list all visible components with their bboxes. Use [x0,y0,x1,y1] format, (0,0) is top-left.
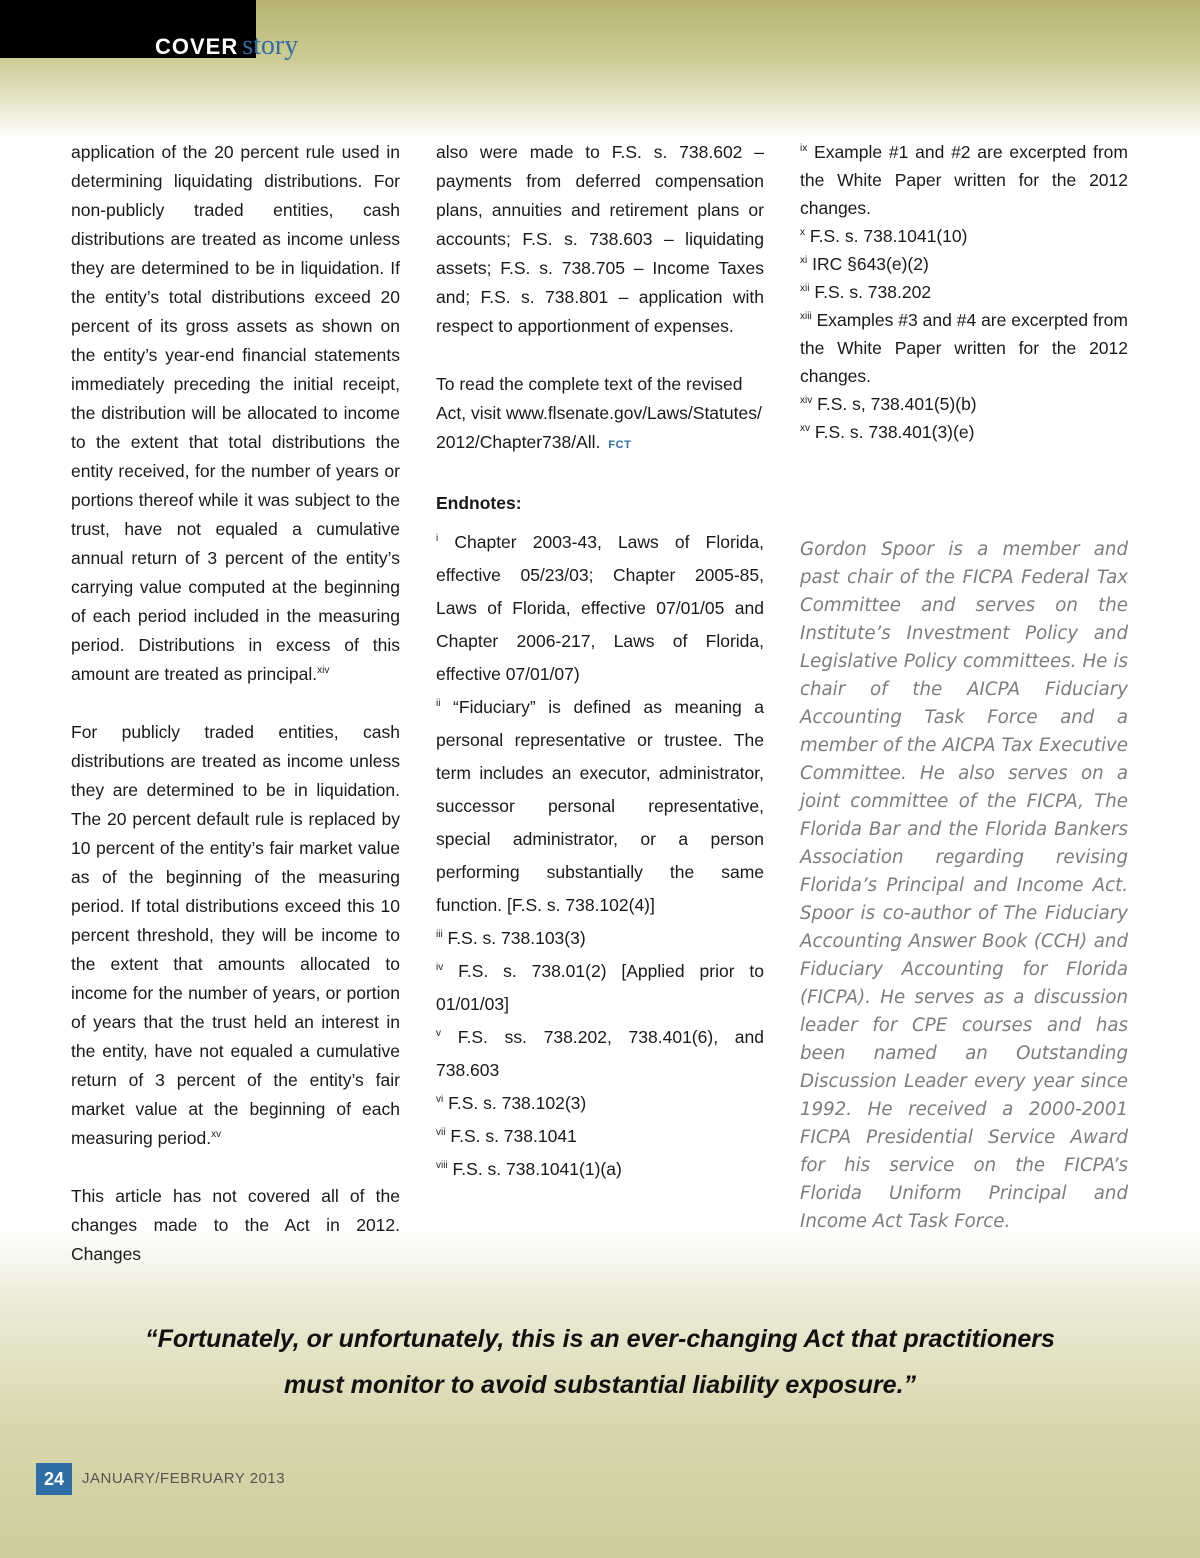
endnote-item [436,1021,764,1087]
endnote-item [800,138,1128,222]
section-label-cover: COVER [155,34,239,59]
section-label-story: story [242,30,299,61]
article-paragraph [71,138,400,689]
endnote-item [436,955,764,1021]
endnote-number: xv [800,423,810,435]
endnote-number: v [436,1028,441,1040]
endnote-item [800,418,1128,446]
endnote-number: xii [800,283,810,295]
endnote-text: F.S. s. 738.102(3) [448,1093,587,1113]
issue-date: JANUARY/FEBRUARY 2013 [82,1470,286,1487]
endnote-text: Examples #3 and #4 are excerpted from the White Paper written for the 2012 changes. [800,310,1128,386]
endnote-number: i [436,533,439,545]
author-bio [800,536,1128,1236]
end-mark-fct: FCT [608,439,632,451]
endnote-text: “Fiduciary” is defined as meaning a personal representative or trustee. The term includes an executor, administrator, successor personal representative, special administrator, or a person performing substantially the same function. [F.S. s. 738.102(4)] [436,697,764,915]
endnotes-heading: Endnotes: [436,493,522,513]
pull-quote-line-1: “Fortunately, or unfortunately, this is an ever-changing Act that practitioners [145,1325,1055,1353]
endnote-number: vii [436,1127,446,1139]
paragraph-text: For publicly traded entities, cash distributions are treated as income unless they are determined to be in liquidation. The 20 percent default rule is replaced by 10 percent of the entity’s fair market value as of the beginning of the measuring period. If total distributions exceed this 10 percent threshold, they will be income to the extent that amounts allocated to income for the number of years, or portion of years that the trust held an interest in the entity, have not equaled a cumulative return of 3 percent of the entity’s fair market value at the beginning of each measuring period. [71,722,400,1148]
article-paragraph: This article has not covered all of the changes made to the Act in 2012. Changes [71,1186,400,1264]
endnote-text: F.S. s. 738.1041(1)(a) [452,1159,622,1179]
author-bio-text: Gordon Spoor is a member and past chair of the FICPA Federal Tax Committee and serves on the Institute’s Investment Policy and Legislative Policy committees. He is chair of the AICPA Fiduciary Accounting Task Force and a member of the AICPA Tax Executive Committee. He also serves on a joint committee of the FICPA, The Florida Bar and the Florida Bankers Association regarding revising Florida’s Principal and Income Act. Spoor is co-author of The Fiduciary Accounting Answer Book (CCH) and Fiduciary Accounting for Florida (FICPA). He serves as a discussion leader for CPE courses and has been named an Outstanding Discussion Leader every year since 1992. He received a 2000-2001 FICPA Presidential Service Award for his service on the FICPA’s Florida Uniform Principal and Income Act Task Force. [800,539,1128,1232]
article-paragraph: also were made to F.S. s. 738.602 – payments from deferred compensation plans, annuities and retirement plans or accounts; F.S. s. 738.603 – liquidating assets; F.S. s. 738.705 – Income Taxes and; F.S. s. 738.801 – application with respect to apportionment of expenses. [436,142,764,336]
article-paragraph [436,370,764,460]
paragraph-text: application of the 20 percent rule used in determining liquidating distributions. For non-publicly traded entities, cash distributions are treated as income unless they are determined to be in liquidation. If the entity’s total distributions exceed 20 percent of its gross assets as shown on the entity’s year-end financial statements immediately preceding the initial receipt, the distribution will be allocated to income to the extent that total distributions the entity received, for the number of years or portions thereof while it was subject to the trust, have not equaled a cumulative annual return of 3 percent of the entity’s carrying value computed at the beginning of each period included in the measuring period. Distributions in excess of this amount are treated as principal. [71,142,400,684]
endnote-number: vi [436,1094,444,1106]
endnote-item [436,1153,764,1186]
endnote-item [800,278,1128,306]
endnote-number: ix [800,143,808,155]
pull-quote [60,1316,1140,1408]
endnote-text: F.S. s. 738.1041 [450,1126,577,1146]
endnote-text: F.S. s. 738.401(3)(e) [814,422,975,442]
page-number-badge: 24 [36,1463,72,1495]
endnote-number: iv [436,962,444,974]
endnote-text: F.S. s. 738.103(3) [447,928,586,948]
endnote-item [436,526,764,691]
endnote-number: xiii [800,311,812,323]
endnote-number: ii [436,698,441,710]
article-column-2 [436,138,764,1186]
endnote-number: xiv [800,395,813,407]
paragraph-text: To read the complete text of the revised Act, visit www.flsenate.gov/Laws/Statutes/ 2012/Chapter738/All. [436,374,762,452]
endnote-ref: xv [211,1129,222,1141]
endnote-item [800,222,1128,250]
endnote-item [800,306,1128,390]
article-paragraph [71,718,400,1153]
endnote-ref: xiv [317,665,330,677]
endnote-item [436,691,764,922]
article-column-1 [71,138,400,1269]
endnote-number: xi [800,255,808,267]
endnote-item [436,922,764,955]
endnote-item [800,250,1128,278]
section-header [155,30,298,64]
endnote-number: viii [436,1160,448,1172]
article-column-3 [800,138,1128,446]
endnote-text: Example #1 and #2 are excerpted from the White Paper written for the 2012 changes. [800,142,1128,218]
pull-quote-line-2: must monitor to avoid substantial liability exposure.” [283,1371,917,1399]
endnote-text: Chapter 2003-43, Laws of Florida, effective 05/23/03; Chapter 2005-85, Laws of Florida, effective 07/01/05 and Chapter 2006-217, Laws of Florida, effective 07/01/07) [436,532,764,684]
endnote-text: F.S. ss. 738.202, 738.401(6), and 738.603 [436,1027,764,1080]
endnote-number: x [800,227,805,239]
endnote-text: F.S. s, 738.401(5)(b) [817,394,977,414]
endnote-text: F.S. s. 738.202 [814,282,932,302]
endnote-text: F.S. s. 738.01(2) [Applied prior to 01/01/03] [436,961,764,1014]
endnote-text: F.S. s. 738.1041(10) [809,226,968,246]
endnote-item [436,1087,764,1120]
endnote-item [800,390,1128,418]
endnote-text: IRC §643(e)(2) [812,254,929,274]
endnote-number: iii [436,929,443,941]
endnote-item [436,1120,764,1153]
